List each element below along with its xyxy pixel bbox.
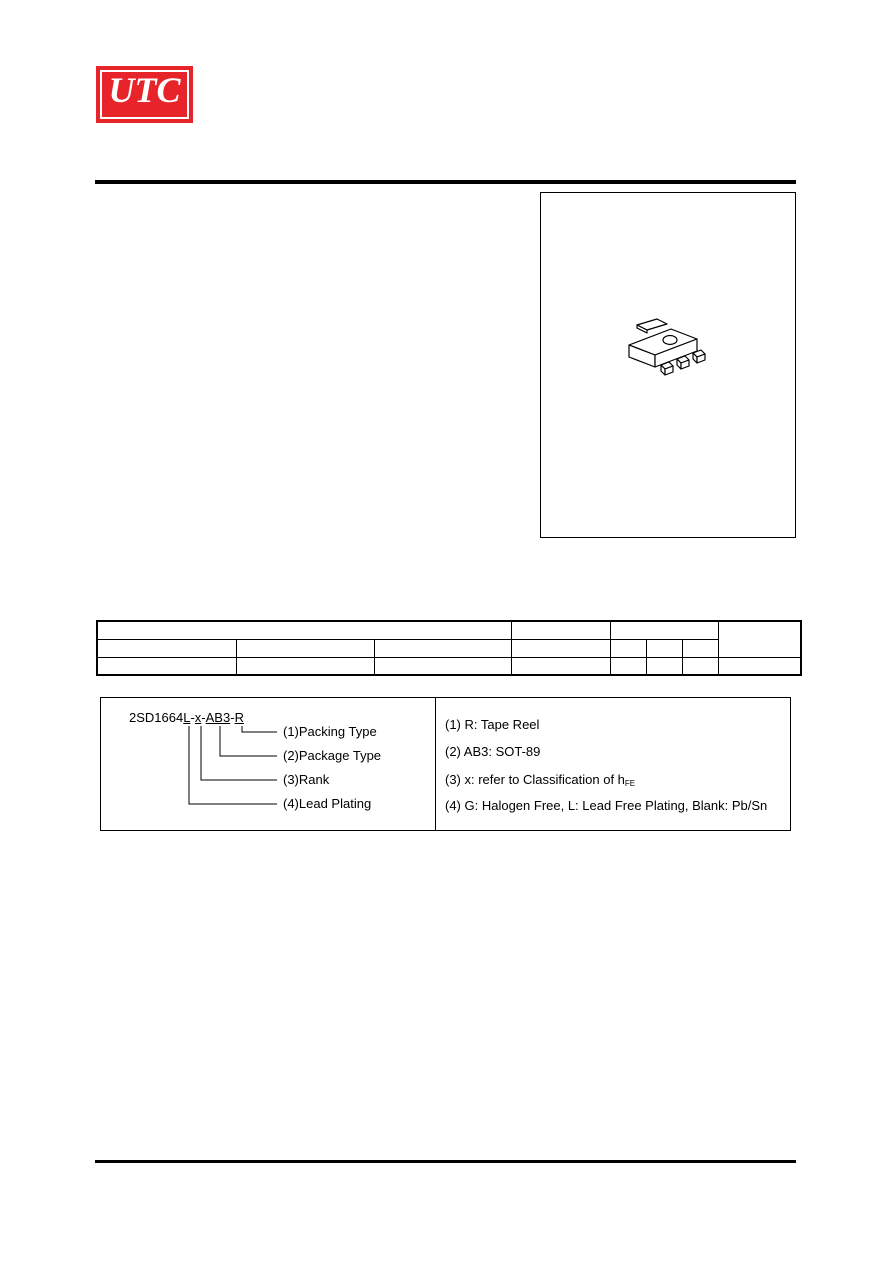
header-rule [95, 180, 796, 184]
desc-rank [445, 772, 635, 792]
pn-base: 2SD1664 [129, 710, 184, 725]
utc-logo [96, 66, 193, 123]
sot-89-package-icon [621, 315, 721, 390]
label-package-type: (2)Package Type [283, 748, 382, 763]
desc-packing: (1) R: Tape Reel [445, 717, 540, 732]
table-vline [374, 639, 375, 676]
pn-rank: x [194, 710, 202, 725]
pn-sep: - [230, 710, 235, 725]
label-packing-type: (1)Packing Type [283, 724, 377, 739]
table-vline [610, 622, 611, 676]
desc-package: (2) AB3: SOT-89 [445, 744, 541, 759]
pn-packing: R [234, 710, 244, 725]
desc-rank-subscript: FE [624, 779, 636, 788]
logo-text: UTC [108, 70, 181, 110]
pn-package: AB3 [205, 710, 231, 725]
callout-lines [101, 698, 435, 832]
package-image-box [540, 192, 796, 538]
pn-lead-plating: L [183, 710, 191, 725]
table-hline [98, 657, 800, 658]
pn-sep: - [190, 710, 195, 725]
table-vline [718, 622, 719, 676]
ordering-info-table [96, 620, 802, 676]
part-number-decoding [100, 697, 791, 831]
table-vline [511, 622, 512, 676]
decoding-divider [435, 698, 436, 830]
desc-rank-text: (3) x: refer to Classification of h [445, 772, 625, 787]
label-lead-plating: (4)Lead Plating [283, 796, 372, 811]
table-vline [236, 639, 237, 676]
footer-rule [95, 1160, 796, 1163]
desc-lead: (4) G: Halogen Free, L: Lead Free Plating, Blank: Pb/Sn [445, 798, 768, 813]
table-hline [610, 639, 718, 640]
table-vline [646, 639, 647, 676]
label-rank: (3)Rank [283, 772, 330, 787]
pn-sep: - [201, 710, 206, 725]
table-vline [682, 639, 683, 676]
table-hline [98, 639, 610, 640]
